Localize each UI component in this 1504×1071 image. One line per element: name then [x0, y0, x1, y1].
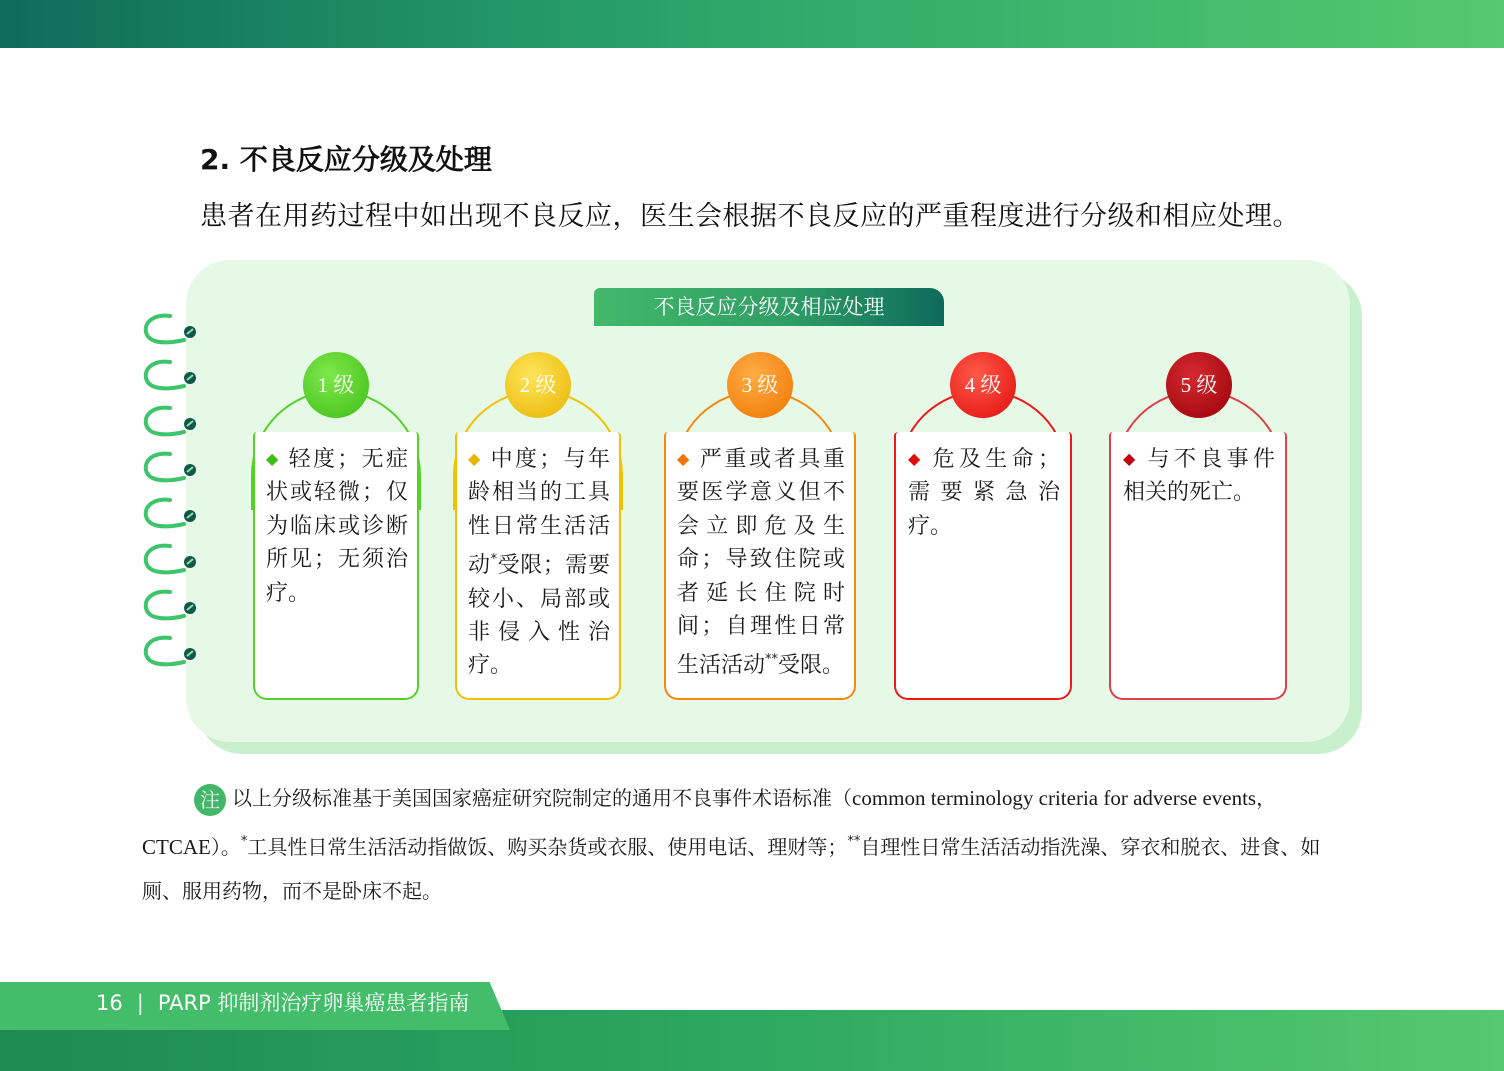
intro-paragraph: 患者在用药过程中如出现不良反应，医生会根据不良反应的严重程度进行分级和相应处理。 [200, 201, 1300, 232]
footnote: 注 以上分级标准基于美国国家癌症研究院制定的通用不良事件术语标准（common terminology criteria for adverse events，CTCAE）。*工具性日常生活活动指做饭、购买杂货或衣服、使用电话、理财等；**自理性日常生活活动指洗澡、穿衣和脱衣、进食、如厕、服用药物，而不是卧床不起。 [142, 786, 1321, 903]
page-number: 16 [96, 991, 123, 1015]
diamond-bullet-icon: ◆ [908, 449, 925, 468]
note-badge: 注 [194, 784, 226, 816]
diamond-bullet-icon: ◆ [1123, 449, 1140, 468]
diamond-bullet-icon: ◆ [468, 449, 483, 468]
grade-description-4: ◆ 危及生命；需要紧急治疗。 [908, 447, 1060, 539]
section-title: 2. 不良反应分级及处理 [200, 143, 492, 176]
spiral-ring-icon [140, 450, 200, 486]
top-header-bar [0, 0, 1504, 48]
grade-description-1: ◆ 轻度；无症状或轻微；仅为临床或诊断所见；无须治疗。 [266, 447, 408, 606]
footer-separator: | [136, 991, 144, 1015]
spiral-ring-icon [140, 634, 200, 670]
grade-badge-5: 5 级 [1166, 352, 1232, 418]
grade-description-2: ◆ 中度；与年龄相当的工具性日常生活活动*受限；需要较小、局部或非侵入性治疗。 [468, 447, 610, 679]
diamond-bullet-icon: ◆ [266, 449, 281, 468]
grade-badge-4: 4 级 [950, 352, 1016, 418]
grade-badge-3: 3 级 [727, 352, 793, 418]
grade-badge-1: 1 级 [303, 352, 369, 418]
spiral-ring-icon [140, 404, 200, 440]
grade-description-5: ◆ 与不良事件相关的死亡。 [1123, 447, 1275, 506]
spiral-ring-icon [140, 312, 200, 348]
panel-heading: 不良反应分级及相应处理 [594, 288, 944, 326]
spiral-ring-icon [140, 588, 200, 624]
spiral-ring-icon [140, 358, 200, 394]
spiral-ring-icon [140, 542, 200, 578]
grade-badge-2: 2 级 [505, 352, 571, 418]
footer-text [96, 985, 469, 1021]
grade-description-3: ◆ 严重或者具重要医学意义但不会立即危及生命；导致住院或者延长住院时间；自理性日常生活活动**受限。 [677, 447, 845, 679]
book-title: PARP 抑制剂治疗卵巢癌患者指南 [157, 991, 470, 1015]
spiral-ring-icon [140, 496, 200, 532]
diamond-bullet-icon: ◆ [677, 449, 692, 468]
